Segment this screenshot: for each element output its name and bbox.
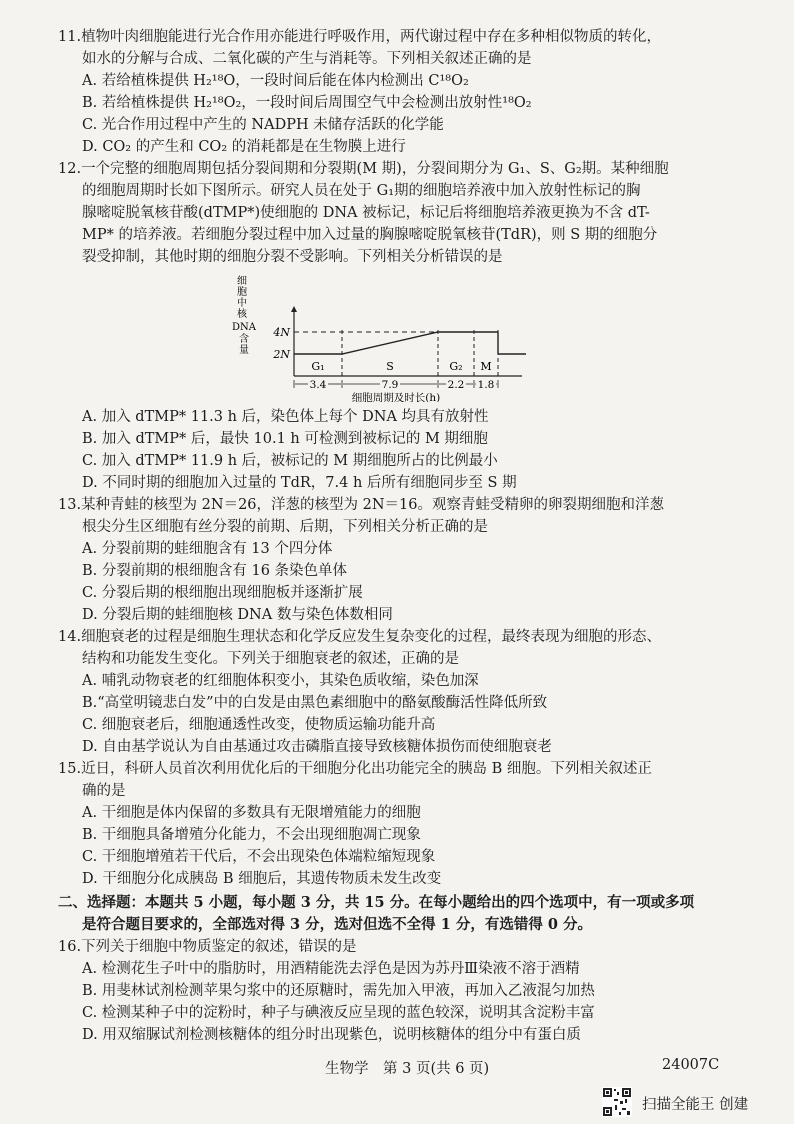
question-number: 13. <box>58 497 82 513</box>
question-options <box>58 406 744 494</box>
phase-label: S <box>386 360 394 373</box>
section-two-line-1: 选择题：本题共 5 小题，每小题 3 分，共 15 分。在每小题给出的四个选项中，有一项或多项 <box>87 894 695 911</box>
option-d[interactable]: D. CO₂ 的产生和 CO₂ 的消耗都是在生物膜上进行 <box>82 139 406 155</box>
option-c[interactable]: C. 加入 dTMP* 11.9 h 后，被标记的 M 期细胞所占的比例最小 <box>82 453 498 469</box>
option-a[interactable]: A. 分裂前期的蛙细胞含有 13 个四分体 <box>82 541 333 557</box>
option-b[interactable]: B. 加入 dTMP* 后，最快 10.1 h 可检测到被标记的 M 期细胞 <box>82 431 488 447</box>
option-c[interactable]: C. 分裂后期的根细胞出现细胞板并逐渐扩展 <box>82 585 363 601</box>
option-c[interactable]: C. 检测某种子中的淀粉时，种子与碘液反应呈现的蓝色较深，说明其含淀粉丰富 <box>82 1005 595 1021</box>
question-stem-line: 植物叶肉细胞能进行光合作用亦能进行呼吸作用，两代谢过程中存在多种相似物质的转化， <box>81 29 662 45</box>
question-options <box>58 670 744 758</box>
qr-code-icon <box>602 1087 632 1117</box>
cell-cycle-chart-svg <box>232 270 592 402</box>
question-14 <box>58 626 744 670</box>
y-tick-2n: 2N <box>273 348 290 361</box>
question-options <box>58 802 744 890</box>
cell-cycle-chart <box>58 270 744 402</box>
question-13 <box>58 494 744 538</box>
question-stem <box>58 494 744 538</box>
option-b[interactable]: B. 分裂前期的根细胞含有 16 条染色单体 <box>82 563 348 579</box>
y-axis-arrow <box>291 306 297 312</box>
question-options <box>58 70 744 158</box>
question-stem-line: 确的是 <box>82 783 126 799</box>
question-stem-line: MP* 的培养液。若细胞分裂过程中加入过量的胸腺嘧啶脱氧核苷(TdR)，则 S 期的细胞分 <box>82 227 658 243</box>
question-15 <box>58 758 744 802</box>
question-number: 16. <box>58 939 82 955</box>
y-axis-label-char: 量 <box>239 345 249 356</box>
y-axis-label-char: 中 <box>237 298 247 309</box>
y-tick-4n: 4N <box>273 326 290 339</box>
option-b[interactable]: B.“高堂明镜悲白发”中的白发是由黑色素细胞中的酪氨酸酶活性降低所致 <box>82 695 548 711</box>
option-b[interactable]: B. 若给植株提供 H₂¹⁸O₂，一段时间后周围空气中会检测出放射性¹⁸O₂ <box>82 95 532 111</box>
option-b[interactable]: B. 用斐林试剂检测苹果匀浆中的还原糖时，需先加入甲液，再加入乙液混匀加热 <box>82 983 595 999</box>
question-stem <box>58 158 744 268</box>
question-options <box>58 958 744 1046</box>
phase-label: G₁ <box>311 360 325 373</box>
questions-12-options-to-15 <box>58 406 744 890</box>
question-stem-line: 下列关于细胞中物质鉴定的叙述，错误的是 <box>81 939 357 955</box>
y-axis-label-char: 细 <box>237 276 247 287</box>
question-stem-line: 根尖分生区细胞有丝分裂的前期、后期，下列相关分析正确的是 <box>82 519 488 535</box>
x-axis-label: 细胞周期及时长(h) <box>351 392 441 402</box>
question-stem-line: 腺嘧啶脱氧核苷酸(dTMP*)使细胞的 DNA 被标记，标记后将细胞培养液更换为不含 dT- <box>82 205 650 221</box>
duration-label: 1.8 <box>477 379 495 391</box>
question-stem-line: 细胞衰老的过程是细胞生理状态和化学反应发生复杂变化的过程，最终表现为细胞的形态、 <box>81 629 662 645</box>
dna-content-line <box>294 332 498 354</box>
question-11 <box>58 26 744 70</box>
question-stem <box>58 626 744 670</box>
y-axis-label-char: DNA <box>232 322 256 333</box>
section-two-line-2: 是符合题目要求的，全部选对得 3 分，选对但选不全得 1 分，有选错得 0 分。 <box>82 916 593 933</box>
question-stem-line: 如水的分解与合成、二氧化碳的产生与消耗等。下列相关叙述正确的是 <box>82 51 532 67</box>
option-a[interactable]: A. 干细胞是体内保留的多数具有无限增殖能力的细胞 <box>82 805 421 821</box>
duration-label: 3.4 <box>309 379 327 391</box>
question-number: 11. <box>58 29 82 45</box>
option-a[interactable]: A. 哺乳动物衰老的红细胞体积变小，其染色质收缩，染色加深 <box>82 673 479 689</box>
question-number: 14. <box>58 629 82 645</box>
option-b[interactable]: B. 干细胞具备增殖分化能力，不会出现细胞凋亡现象 <box>82 827 421 843</box>
option-a[interactable]: A. 若给植株提供 H₂¹⁸O，一段时间后能在体内检测出 C¹⁸O₂ <box>82 73 469 89</box>
phase-label: M <box>480 360 492 373</box>
y-axis-label-char: 核 <box>237 309 247 320</box>
option-c[interactable]: C. 细胞衰老后，细胞通透性改变，使物质运输功能升高 <box>82 717 436 733</box>
option-c[interactable]: C. 光合作用过程中产生的 NADPH 未储存活跃的化学能 <box>82 117 444 133</box>
question-stem <box>58 26 744 70</box>
question-stem <box>58 936 744 958</box>
duration-label: 2.2 <box>447 379 465 391</box>
footer-code: 24007C <box>662 1057 720 1073</box>
question-16 <box>58 936 744 958</box>
questions-11-12 <box>58 26 744 268</box>
option-a[interactable]: A. 加入 dTMP* 11.3 h 后，染色体上每个 DNA 均具有放射性 <box>82 409 489 425</box>
option-d[interactable]: D. 干细胞分化成胰岛 B 细胞后，其遗传物质未发生改变 <box>82 871 442 887</box>
question-stem-line: 结构和功能发生变化。下列关于细胞衰老的叙述，正确的是 <box>82 651 459 667</box>
y-axis-label-char: 含 <box>239 334 249 345</box>
y-axis-label-char: 胞 <box>237 287 247 298</box>
question-stem-line: 裂受抑制，其他时期的细胞分裂不受影响。下列相关分析错误的是 <box>82 249 503 265</box>
option-d[interactable]: D. 自由基学说认为自由基通过攻击磷脂直接导致核糖体损伤而使细胞衰老 <box>82 739 552 755</box>
question-16 <box>58 936 744 1046</box>
question-options <box>58 538 744 626</box>
option-a[interactable]: A. 检测花生子叶中的脂肪时，用酒精能洗去浮色是因为苏丹Ⅲ染液不溶于酒精 <box>82 961 580 977</box>
duration-label: 7.9 <box>381 379 399 391</box>
question-stem <box>58 758 744 802</box>
option-d[interactable]: D. 不同时期的细胞加入过量的 TdR，7.4 h 后所有细胞同步至 S 期 <box>82 475 517 491</box>
section-two-header <box>58 892 744 936</box>
brand-text: 扫描全能王 创建 <box>642 1097 749 1113</box>
option-c[interactable]: C. 干细胞增殖若干代后，不会出现染色体端粒缩短现象 <box>82 849 436 865</box>
question-stem-line: 某种青蛙的核型为 2N＝26，洋葱的核型为 2N＝16。观察青蛙受精卵的卵裂期细胞和洋葱 <box>81 497 665 513</box>
question-stem-line: 一个完整的细胞周期包括分裂间期和分裂期(M 期)，分裂间期分为 G₁、S、G₂期。某种细胞 <box>81 161 669 177</box>
section-two-num: 二、 <box>58 894 87 911</box>
phase-label: G₂ <box>449 360 463 373</box>
option-d[interactable]: D. 分裂后期的蛙细胞核 DNA 数与染色体数相同 <box>82 607 393 623</box>
question-12 <box>58 158 744 268</box>
footer-title: 生物学 第 3 页(共 6 页) <box>325 1061 490 1077</box>
question-number: 15. <box>58 761 82 777</box>
question-number: 12. <box>58 161 82 177</box>
question-stem-line: 近日，科研人员首次利用优化后的干细胞分化出功能完全的胰岛 B 细胞。下列相关叙述正 <box>81 761 652 777</box>
option-d[interactable]: D. 用双缩脲试剂检测核糖体的组分时出现紫色，说明核糖体的组分中有蛋白质 <box>82 1027 581 1043</box>
question-stem-line: 的细胞周期时长如下图所示。研究人员在处于 G₁期的细胞培养液中加入放射性标记的胸 <box>82 183 641 199</box>
exam-page <box>58 26 744 1046</box>
page-footer <box>0 1057 794 1079</box>
scanner-brand <box>602 1085 782 1119</box>
